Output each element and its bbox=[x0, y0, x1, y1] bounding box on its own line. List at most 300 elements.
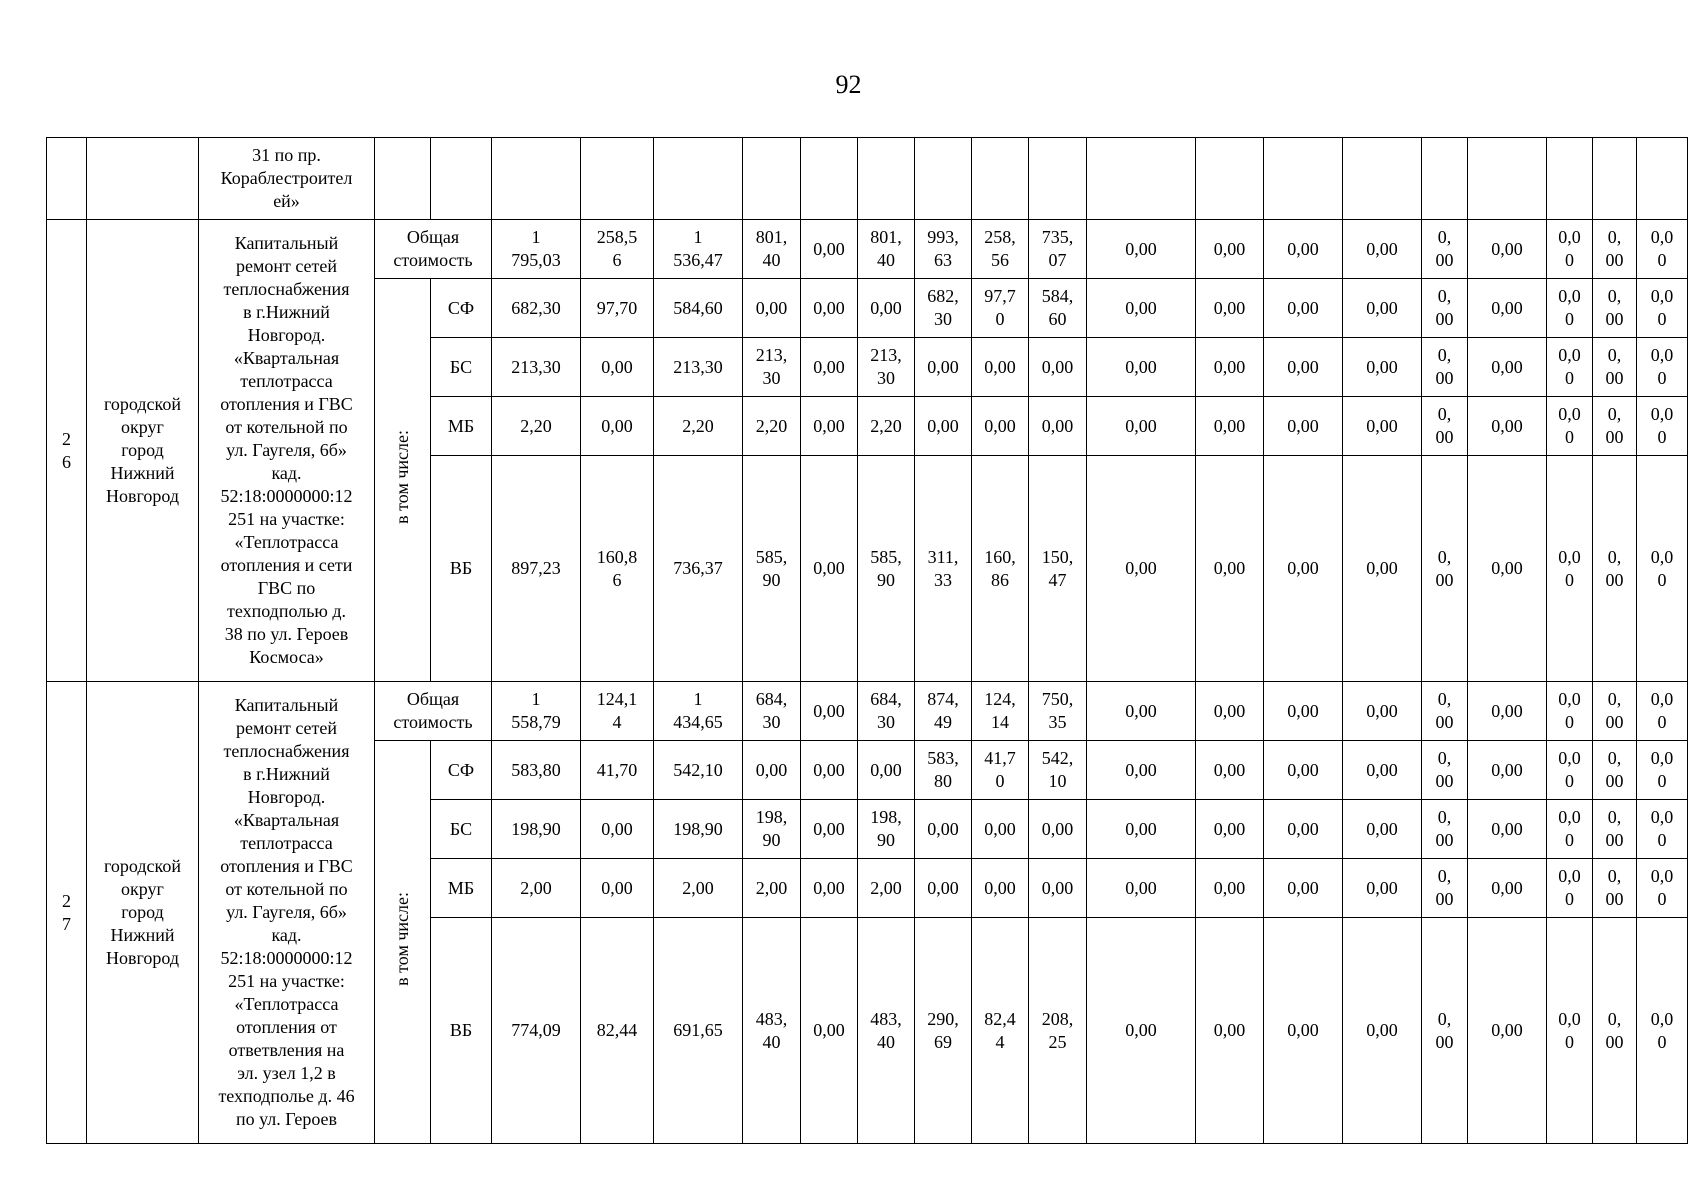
description-cell bbox=[199, 682, 375, 1144]
value-cell bbox=[915, 682, 972, 741]
value-cell-text: 0,00 bbox=[601, 877, 633, 898]
value-cell-text: 0,00 bbox=[1366, 558, 1398, 578]
value-cell-text: 0,00 bbox=[1125, 818, 1157, 839]
value-cell bbox=[1029, 800, 1087, 859]
value-cell bbox=[743, 138, 801, 220]
value-cell-text: 0,0 0 bbox=[1650, 689, 1674, 732]
value-cell-text: 311, 33 bbox=[927, 546, 959, 590]
value-cell-text: 2,00 bbox=[520, 877, 552, 898]
incl-label: в том числе: bbox=[392, 892, 412, 986]
value-cell bbox=[858, 220, 915, 279]
value-cell-text: 258,5 6 bbox=[596, 227, 638, 270]
value-cell bbox=[1196, 338, 1264, 397]
value-cell bbox=[1637, 279, 1688, 338]
value-cell bbox=[915, 741, 972, 800]
value-cell bbox=[492, 859, 581, 918]
value-cell-text: 2,20 bbox=[520, 415, 552, 436]
value-cell bbox=[801, 918, 858, 1144]
value-cell bbox=[1422, 338, 1468, 397]
value-cell-text: 124, 14 bbox=[984, 689, 1016, 732]
value-cell-text: 0,00 bbox=[1491, 356, 1523, 377]
value-cell bbox=[492, 279, 581, 338]
value-cell-text: 0,00 bbox=[1125, 356, 1157, 377]
value-cell bbox=[581, 279, 654, 338]
value-cell-text: 41,7 0 bbox=[984, 748, 1016, 791]
value-cell-text: 0,00 bbox=[813, 415, 845, 436]
value-cell bbox=[1547, 138, 1593, 220]
value-cell bbox=[1547, 220, 1593, 279]
total-label bbox=[375, 220, 492, 279]
value-cell-text: 258, 56 bbox=[984, 227, 1016, 270]
value-cell bbox=[581, 682, 654, 741]
value-cell-text: 0,00 bbox=[601, 356, 633, 377]
value-cell bbox=[743, 741, 801, 800]
value-cell-text: 0,00 bbox=[1287, 877, 1319, 898]
value-cell-text: 82,4 4 bbox=[984, 1008, 1016, 1052]
value-cell-text: 0,00 bbox=[984, 356, 1016, 377]
value-cell bbox=[1196, 918, 1264, 1144]
value-cell bbox=[1196, 279, 1264, 338]
value-cell bbox=[654, 859, 743, 918]
value-cell bbox=[858, 456, 915, 682]
value-cell bbox=[654, 220, 743, 279]
value-cell bbox=[743, 220, 801, 279]
value-cell bbox=[743, 918, 801, 1144]
total-row bbox=[47, 220, 1688, 279]
value-cell bbox=[858, 741, 915, 800]
value-cell bbox=[801, 279, 858, 338]
value-cell bbox=[1593, 397, 1637, 456]
value-cell bbox=[1343, 279, 1422, 338]
value-cell-text: 0,00 bbox=[984, 818, 1016, 839]
value-cell-text: 0,00 bbox=[1287, 1020, 1319, 1040]
value-cell-text: 0,00 bbox=[984, 415, 1016, 436]
value-cell-text: 0,00 bbox=[927, 415, 959, 436]
value-cell bbox=[1593, 918, 1637, 1144]
value-cell-text: 0, 00 bbox=[1435, 546, 1454, 590]
value-cell bbox=[1468, 918, 1547, 1144]
value-cell bbox=[1087, 220, 1196, 279]
value-cell bbox=[492, 338, 581, 397]
value-cell bbox=[1593, 338, 1637, 397]
value-cell-text: 0,00 bbox=[1491, 877, 1523, 898]
value-cell-text: 0,00 bbox=[1287, 759, 1319, 780]
value-cell bbox=[1029, 741, 1087, 800]
value-cell bbox=[581, 456, 654, 682]
value-cell bbox=[1264, 918, 1343, 1144]
value-cell bbox=[972, 741, 1029, 800]
value-cell-text: 0, 00 bbox=[1605, 748, 1624, 791]
value-cell-text: 0,00 bbox=[813, 558, 845, 578]
value-cell-text: 897,23 bbox=[511, 558, 561, 578]
value-cell bbox=[1637, 682, 1688, 741]
value-cell bbox=[915, 800, 972, 859]
value-cell bbox=[1343, 741, 1422, 800]
value-cell-text: 0,00 bbox=[927, 356, 959, 377]
source-label-text: МБ bbox=[447, 415, 475, 436]
value-cell-text: 0,00 bbox=[1491, 700, 1523, 721]
value-cell bbox=[743, 397, 801, 456]
value-cell-text: 0,0 0 bbox=[1558, 807, 1581, 850]
value-cell bbox=[1264, 682, 1343, 741]
value-cell-text: 0, 00 bbox=[1435, 748, 1454, 791]
value-cell-text: 0,00 bbox=[601, 415, 633, 436]
value-cell bbox=[1468, 220, 1547, 279]
value-cell-text: 0,0 0 bbox=[1650, 227, 1674, 270]
value-cell-text: 584, 60 bbox=[1041, 286, 1074, 329]
value-cell bbox=[1264, 741, 1343, 800]
value-cell-text: 0, 00 bbox=[1435, 227, 1454, 270]
value-cell-text: 198, 90 bbox=[755, 807, 788, 850]
value-cell-text: 774,09 bbox=[511, 1020, 561, 1040]
value-cell-text: 0,00 bbox=[1366, 818, 1398, 839]
value-cell bbox=[1196, 682, 1264, 741]
value-cell-text: 0, 00 bbox=[1435, 1008, 1454, 1052]
value-cell bbox=[1637, 741, 1688, 800]
value-cell bbox=[1468, 682, 1547, 741]
value-cell-text: 0,00 bbox=[1491, 238, 1523, 259]
value-cell-text: 584,60 bbox=[673, 297, 723, 318]
value-cell-text: 0,00 bbox=[1041, 877, 1074, 898]
value-cell-text: 585, 90 bbox=[755, 546, 788, 590]
value-cell-text: 0,00 bbox=[1287, 700, 1319, 721]
value-cell bbox=[492, 800, 581, 859]
value-cell-text: 0,0 0 bbox=[1558, 1008, 1581, 1052]
value-cell bbox=[1343, 918, 1422, 1144]
value-cell bbox=[743, 338, 801, 397]
value-cell bbox=[915, 279, 972, 338]
value-cell-text: 0,0 0 bbox=[1558, 227, 1581, 270]
value-cell bbox=[743, 800, 801, 859]
value-cell bbox=[1593, 138, 1637, 220]
value-cell bbox=[1343, 138, 1422, 220]
value-cell-text: 0,0 0 bbox=[1650, 404, 1674, 447]
value-cell bbox=[743, 456, 801, 682]
value-cell bbox=[972, 800, 1029, 859]
value-cell bbox=[915, 338, 972, 397]
value-cell bbox=[1196, 741, 1264, 800]
value-cell-text: 0,00 bbox=[1213, 356, 1246, 377]
value-cell bbox=[972, 279, 1029, 338]
value-cell bbox=[1264, 138, 1343, 220]
value-cell-text: 213,30 bbox=[511, 356, 561, 377]
value-cell-text: 0,00 bbox=[813, 759, 845, 780]
value-cell bbox=[654, 279, 743, 338]
value-cell-text: 0,0 0 bbox=[1650, 807, 1674, 850]
value-cell bbox=[1087, 918, 1196, 1144]
value-cell-text: 542, 10 bbox=[1041, 748, 1074, 791]
value-cell-text: 0,0 0 bbox=[1558, 748, 1581, 791]
record-index-text: 2 6 bbox=[62, 428, 71, 472]
value-cell-text: 0, 00 bbox=[1435, 404, 1454, 447]
value-cell-text: 0, 00 bbox=[1605, 404, 1624, 447]
value-cell bbox=[1087, 397, 1196, 456]
value-cell-text: 0,0 0 bbox=[1558, 546, 1581, 590]
value-cell bbox=[1029, 138, 1087, 220]
value-cell bbox=[1547, 279, 1593, 338]
total-row bbox=[47, 682, 1688, 741]
value-cell bbox=[1196, 859, 1264, 918]
value-cell bbox=[581, 338, 654, 397]
value-cell-text: 0,00 bbox=[1491, 818, 1523, 839]
source-label-text: БС bbox=[449, 818, 473, 839]
value-cell bbox=[492, 138, 581, 220]
value-cell bbox=[1029, 220, 1087, 279]
value-cell-text: 0,0 0 bbox=[1558, 866, 1581, 909]
value-cell bbox=[1029, 682, 1087, 741]
source-label bbox=[431, 456, 492, 682]
value-cell bbox=[1637, 138, 1688, 220]
value-cell bbox=[858, 338, 915, 397]
value-cell-text: 0,0 0 bbox=[1650, 345, 1674, 388]
value-cell bbox=[1087, 456, 1196, 682]
value-cell-text: 0,00 bbox=[1287, 297, 1319, 318]
value-cell-text: 1 795,03 bbox=[511, 227, 561, 270]
value-cell bbox=[1087, 138, 1196, 220]
value-cell-text: 0,00 bbox=[1366, 877, 1398, 898]
value-cell-text: 0,00 bbox=[1366, 238, 1398, 259]
value-cell bbox=[915, 220, 972, 279]
value-cell bbox=[1264, 279, 1343, 338]
value-cell bbox=[801, 138, 858, 220]
record-index bbox=[47, 220, 87, 682]
value-cell bbox=[1637, 456, 1688, 682]
value-cell bbox=[1087, 800, 1196, 859]
value-cell bbox=[654, 918, 743, 1144]
value-cell-text: 0,00 bbox=[1287, 415, 1319, 436]
value-cell-text: 1 536,47 bbox=[673, 227, 723, 270]
value-cell-text: 0,00 bbox=[813, 1020, 845, 1040]
value-cell-text: 0,00 bbox=[1213, 877, 1246, 898]
value-cell-text: 0,00 bbox=[870, 297, 902, 318]
value-cell-text: 0, 00 bbox=[1435, 689, 1454, 732]
page-number: 92 bbox=[835, 70, 862, 99]
value-cell bbox=[1196, 397, 1264, 456]
value-cell-text: 0, 00 bbox=[1605, 689, 1624, 732]
value-cell bbox=[858, 918, 915, 1144]
value-cell-text: 682, 30 bbox=[927, 286, 959, 329]
value-cell-text: 0, 00 bbox=[1605, 345, 1624, 388]
value-cell bbox=[492, 918, 581, 1144]
value-cell-text: 213, 30 bbox=[870, 345, 902, 388]
value-cell-text: 0, 00 bbox=[1435, 286, 1454, 329]
source-label bbox=[431, 741, 492, 800]
value-cell bbox=[1637, 338, 1688, 397]
value-cell bbox=[1029, 918, 1087, 1144]
value-cell-text: 0,00 bbox=[1287, 356, 1319, 377]
value-cell-text: 2,00 bbox=[682, 877, 714, 898]
value-cell bbox=[654, 338, 743, 397]
value-cell-text: 0,0 0 bbox=[1558, 689, 1581, 732]
value-cell bbox=[801, 800, 858, 859]
value-cell-text: 0,00 bbox=[1491, 415, 1523, 436]
value-cell bbox=[1593, 279, 1637, 338]
value-cell bbox=[1343, 682, 1422, 741]
record-index bbox=[47, 682, 87, 1144]
value-cell-text: 0,00 bbox=[1125, 877, 1157, 898]
value-cell bbox=[1547, 741, 1593, 800]
value-cell-text: 0,00 bbox=[813, 700, 845, 721]
value-cell bbox=[1468, 138, 1547, 220]
value-cell-text: 0, 00 bbox=[1435, 345, 1454, 388]
value-cell-text: 684, 30 bbox=[870, 689, 902, 732]
value-cell bbox=[972, 918, 1029, 1144]
value-cell-text: 41,70 bbox=[596, 759, 638, 780]
total-label-text: Общая стоимость bbox=[393, 689, 473, 732]
value-cell-text: 0,00 bbox=[1491, 297, 1523, 318]
value-cell-text: 0,00 bbox=[1287, 558, 1319, 578]
value-cell-text: 0,00 bbox=[1125, 1020, 1157, 1040]
value-cell-text: 150, 47 bbox=[1041, 546, 1074, 590]
value-cell-text: 483, 40 bbox=[870, 1008, 902, 1052]
value-cell-text: 0,00 bbox=[1125, 558, 1157, 578]
value-cell-text: 0,00 bbox=[1213, 759, 1246, 780]
municipality-cell bbox=[87, 682, 199, 1144]
value-cell bbox=[972, 456, 1029, 682]
value-cell-text: 0,00 bbox=[813, 356, 845, 377]
value-cell-text: 542,10 bbox=[673, 759, 723, 780]
value-cell-text: 0,00 bbox=[1125, 415, 1157, 436]
value-cell bbox=[1422, 741, 1468, 800]
value-cell-text: 213, 30 bbox=[755, 345, 788, 388]
value-cell bbox=[1468, 338, 1547, 397]
value-cell bbox=[1422, 279, 1468, 338]
value-cell bbox=[1422, 220, 1468, 279]
value-cell-text: 2,20 bbox=[682, 415, 714, 436]
value-cell bbox=[1468, 456, 1547, 682]
value-cell bbox=[1593, 456, 1637, 682]
value-cell bbox=[972, 682, 1029, 741]
value-cell bbox=[654, 456, 743, 682]
value-cell-text: 750, 35 bbox=[1041, 689, 1074, 732]
value-cell bbox=[492, 456, 581, 682]
value-cell bbox=[915, 138, 972, 220]
value-cell bbox=[1637, 397, 1688, 456]
value-cell bbox=[915, 859, 972, 918]
value-cell bbox=[972, 138, 1029, 220]
value-cell bbox=[743, 859, 801, 918]
value-cell bbox=[1593, 220, 1637, 279]
total-label-text: Общая стоимость bbox=[393, 227, 473, 270]
value-cell bbox=[654, 397, 743, 456]
value-cell-text: 0,00 bbox=[1491, 1020, 1523, 1040]
source-label bbox=[431, 338, 492, 397]
value-cell bbox=[1422, 138, 1468, 220]
value-cell-text: 0,00 bbox=[601, 818, 633, 839]
value-cell bbox=[581, 397, 654, 456]
value-cell bbox=[858, 397, 915, 456]
value-cell-text: 2,20 bbox=[870, 415, 902, 436]
value-cell bbox=[1029, 338, 1087, 397]
value-cell-text: 208, 25 bbox=[1041, 1008, 1074, 1052]
value-cell bbox=[1029, 397, 1087, 456]
value-cell-text: 682,30 bbox=[511, 297, 561, 318]
value-cell-text: 0,00 bbox=[1213, 558, 1246, 578]
value-cell bbox=[801, 682, 858, 741]
value-cell bbox=[801, 741, 858, 800]
value-cell-text: 0,00 bbox=[1213, 1020, 1246, 1040]
value-cell bbox=[1547, 456, 1593, 682]
value-cell-text: 0,00 bbox=[1125, 759, 1157, 780]
value-cell bbox=[1087, 279, 1196, 338]
value-cell bbox=[1547, 800, 1593, 859]
value-cell-text: 160, 86 bbox=[984, 546, 1016, 590]
value-cell-text: 0,00 bbox=[1125, 297, 1157, 318]
value-cell-text: 0,00 bbox=[1287, 238, 1319, 259]
value-cell-text: 583,80 bbox=[511, 759, 561, 780]
value-cell-text: 0,00 bbox=[1125, 700, 1157, 721]
value-cell bbox=[1087, 682, 1196, 741]
value-cell-text: 0, 00 bbox=[1435, 866, 1454, 909]
value-cell bbox=[1087, 338, 1196, 397]
value-cell bbox=[915, 397, 972, 456]
value-cell bbox=[654, 682, 743, 741]
value-cell bbox=[1637, 859, 1688, 918]
value-cell-text: 0,00 bbox=[927, 818, 959, 839]
incl-label: в том числе: bbox=[392, 430, 412, 524]
value-cell bbox=[1468, 859, 1547, 918]
value-cell-text: 801, 40 bbox=[870, 227, 902, 270]
value-cell-text: 0, 00 bbox=[1605, 1008, 1624, 1052]
value-cell bbox=[1468, 800, 1547, 859]
value-cell-text: 198, 90 bbox=[870, 807, 902, 850]
value-cell-text: 585, 90 bbox=[870, 546, 902, 590]
value-cell-text: 82,44 bbox=[596, 1020, 638, 1040]
incl-label-cell bbox=[375, 741, 431, 1144]
value-cell bbox=[972, 859, 1029, 918]
value-cell bbox=[1029, 859, 1087, 918]
value-cell-text: 0,00 bbox=[1366, 356, 1398, 377]
value-cell bbox=[1468, 279, 1547, 338]
value-cell-text: 0,0 0 bbox=[1650, 286, 1674, 329]
value-cell bbox=[1029, 456, 1087, 682]
description-cell bbox=[199, 138, 375, 220]
value-cell-text: 874, 49 bbox=[927, 689, 959, 732]
value-cell bbox=[1422, 682, 1468, 741]
value-cell bbox=[1343, 800, 1422, 859]
value-cell-text: 0,0 0 bbox=[1650, 748, 1674, 791]
value-cell bbox=[801, 220, 858, 279]
value-cell-text: 736,37 bbox=[673, 558, 723, 578]
incl-label-cell bbox=[375, 279, 431, 682]
value-cell bbox=[915, 456, 972, 682]
value-cell bbox=[1422, 918, 1468, 1144]
value-cell-text: 0,00 bbox=[813, 877, 845, 898]
value-cell-text: 2,20 bbox=[755, 415, 788, 436]
value-cell bbox=[654, 741, 743, 800]
value-cell bbox=[1547, 859, 1593, 918]
value-cell bbox=[1637, 918, 1688, 1144]
value-cell-text: 2,00 bbox=[755, 877, 788, 898]
value-cell bbox=[1264, 456, 1343, 682]
value-cell bbox=[581, 800, 654, 859]
municipality-cell-text: городской округ город Нижний Новгород bbox=[103, 856, 182, 968]
source-label bbox=[431, 279, 492, 338]
continuation-row bbox=[47, 138, 1688, 220]
value-cell bbox=[1422, 397, 1468, 456]
value-cell-text: 735, 07 bbox=[1041, 227, 1074, 270]
value-cell-text: 0,0 0 bbox=[1558, 286, 1581, 329]
value-cell-text: 0,0 0 bbox=[1558, 404, 1581, 447]
source-label bbox=[431, 800, 492, 859]
budget-table bbox=[46, 137, 1688, 1144]
value-cell bbox=[1547, 397, 1593, 456]
value-cell-text: 198,90 bbox=[511, 818, 561, 839]
value-cell-text: 97,70 bbox=[596, 297, 638, 318]
value-cell-text: 0, 00 bbox=[1435, 807, 1454, 850]
value-cell bbox=[915, 918, 972, 1144]
value-cell bbox=[1029, 279, 1087, 338]
